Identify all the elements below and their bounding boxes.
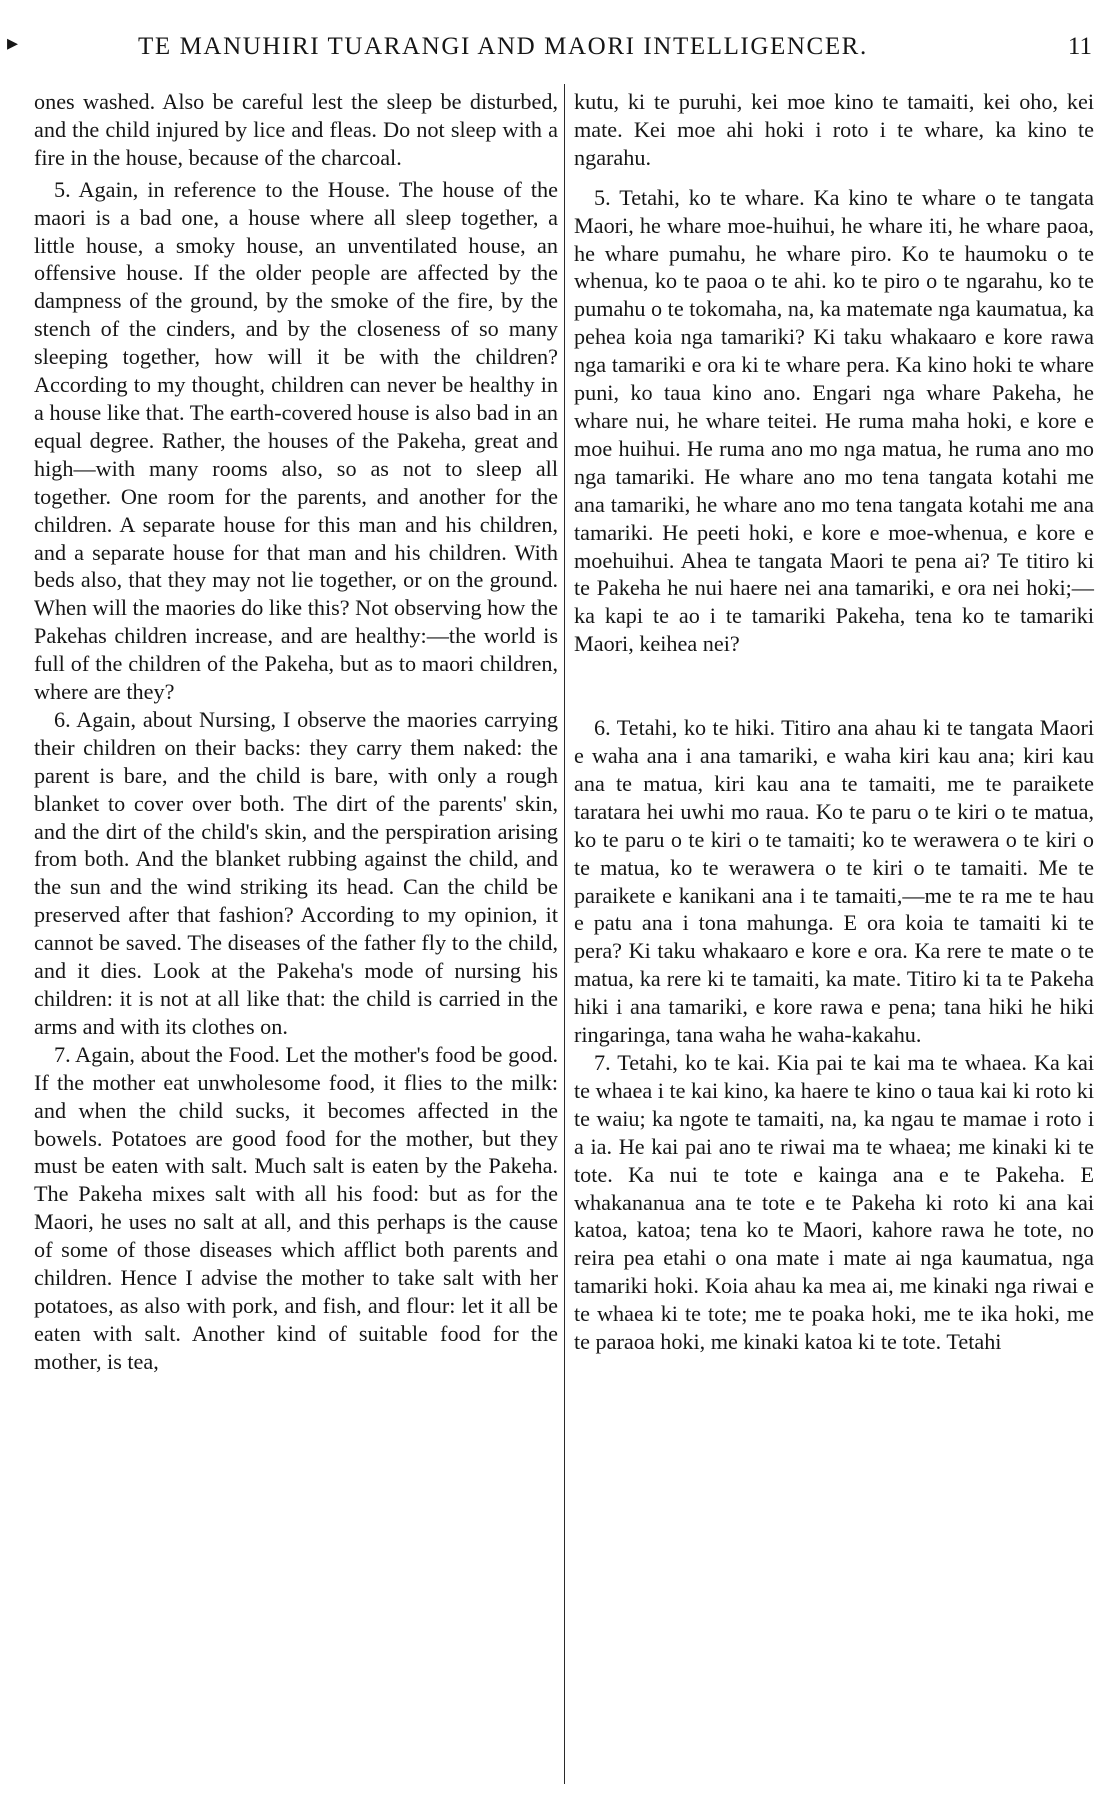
page-number: 11: [1067, 33, 1092, 60]
english-paragraph-house: 5. Again, in reference to the House. The house of the maori is a bad one, a house where all sleep together, a little house, a smoky house, an unventilated house, an offensive house. If the older people are affected by the dampness of the ground, by the smoke of the fire, by the stench of the cinders, and by the closeness of so many sleeping together, how will it be with the children? According to my thought, children can never be healthy in a house like that. The earth-covered house is also bad in an equal degree. Rather, the houses of the Pakeha, great and high—with many rooms also, so as not to sleep all together. One room for the parents, and another for the children. A separate house for this man and his children, and a separate house for that man and his children. With beds also, that they may not lie together, or on the ground. When will the maories do like this? Not observing how the Pakehas children increase, and are healthy:—the world is full of the children of the Pakeha, but as to maori children, where are they?: [34, 176, 558, 705]
english-paragraph-nursing: 6. Again, about Nursing, I observe the maories carrying their children on their backs: they carry them naked: the parent is bare, and the child is bare, with only a rough blanket to cover over both. The dirt of the parents' skin, and the dirt of the child's skin, and the perspiration arising from both. And the blanket rubbing against the child, and the sun and the wind striking its head. Can the child be preserved after that fashion? According to my opinion, it cannot be saved. The diseases of the father fly to the child, and it dies. Look at the Pakeha's mode of nursing his children: it is not at all like that: the child is carried in the arms and with its clothes on.: [34, 706, 558, 1039]
english-paragraph-food: 7. Again, about the Food. Let the mother's food be good. If the mother eat unwholesome food, it flies to the milk: and when the child sucks, it becomes affected in the bowels. Potatoes are good food for the mother, but they must be eaten with salt. Much salt is eaten by the Pakeha. The Pakeha mixes salt with all his food: but as for the Maori, he uses no salt at all, and this perhaps is the cause of some of those diseases which afflict both parents and children. Hence I advise the mother to take salt with her potatoes, as also with pork, and fish, and flour: let it all be eaten with salt. Another kind of suitable food for the mother, is tea,: [34, 1041, 558, 1374]
header-mark: ▸: [7, 30, 19, 55]
page-header: [0, 28, 1114, 68]
column-divider: [564, 84, 565, 1784]
maori-paragraph-whare: 5. Tetahi, ko te whare. Ka kino te whare o te tangata Maori, he whare moe-huihui, he whare iti, he whare paoa, he whare pumahu, he whare piro. Ko te haumoku o te whenua, ko te paoa o te ahi. ko te piro o te ngarahu, ko te pumahu o te tokomaha, na, ka matemate nga kaumatua, ka pehea koia nga tamariki? Ki taku whakaaro e kore rawa nga tamariki e ora ki te whare pera. Ka kino hoki te whare puni, ko taua kino ano. Engari nga whare Pakeha, he whare nui, he whare teitei. He ruma maha hoki, e kore e moe huihui. He ruma ano mo nga matua, he ruma ano mo nga tamariki. He whare ano mo tena tangata kotahi me ana tamariki, he whare ano mo tena tangata kotahi me ana tamariki. He peeti hoki, e kore e moe-whenua, e kore e moehuihui. Ahea te tangata Maori te pena ai? Te titiro ki te Pakeha he nui haere nei ana tamariki, e ora nei hoki;—ka kapi te ao i te tamariki Pakeha, tena ko te tamariki Maori, keihea nei?: [574, 184, 1094, 657]
maori-column: [574, 88, 1094, 1356]
english-column: [34, 88, 558, 1376]
newspaper-title: TE MANUHIRI TUARANGI AND MAORI INTELLIGENCER.: [138, 33, 868, 60]
english-paragraph-continuation: ones washed. Also be careful lest the sleep be disturbed, and the child injured by lice and fleas. Do not sleep with a fire in the house, because of the charcoal.: [34, 89, 558, 170]
maori-paragraph-continuation: kutu, ki te puruhi, kei moe kino te tamaiti, kei oho, kei mate. Kei moe ahi hoki i roto i te whare, ka kino te ngarahu.: [574, 89, 1094, 170]
maori-paragraph-kai: 7. Tetahi, ko te kai. Kia pai te kai ma te whaea. Ka kai te whaea i te kai kino, ka haere te kino o taua kai ki roto ki te waiu; ka ngote te tamaiti, na, ka ngau te mamae i roto i a ia. He kai pai ano te riwai ma te whaea; me kinaki ki te tote. Ka nui te tote e kainga ana e te Pakeha. E whakananua ana te tote e te Pakeha ki roto ki ana kai katoa, katoa; tena ko te Maori, kahore rawa he tote, no reira pea etahi o ona mate i mate ai nga kaumatua, nga tamariki hoki. Koia ahau ka mea ai, me kinaki nga riwai e te whaea ki te tote; me te poaka hoki, me te ika hoki, me te paraoa hoki, me kinaki katoa ki te tote. Tetahi: [574, 1050, 1094, 1355]
maori-paragraph-hiki: 6. Tetahi, ko te hiki. Titiro ana ahau ki te tangata Maori e waha ana i ana tamariki, e waha kiri kau ana; kiri kau ana te matua, kiri kau ana te tamaiti, me te paraikete taratara hei uwhi mo raua. Ko te paru o te kiri o te matua, ko te paru o te kiri o te tamaiti; ko te werawera o te kiri o te matua, ko te werawera o te kiri o te tamaiti. Me te paraikete e kanikani ana i te tamaiti,—me te ra me te hau e patu ana i tona mahunga. E ora koia te tamaiti ki te pera? Ki taku whakaaro e kore e ora. Ka rere te mate o te matua, ka rere ki te tamaiti, ka mate. Titiro ki ta te Pakeha hiki i ana tamariki, e kore rawa e pena; tana hiki he hiki ringaringa, tana waha he waha-kakahu.: [574, 715, 1094, 1048]
